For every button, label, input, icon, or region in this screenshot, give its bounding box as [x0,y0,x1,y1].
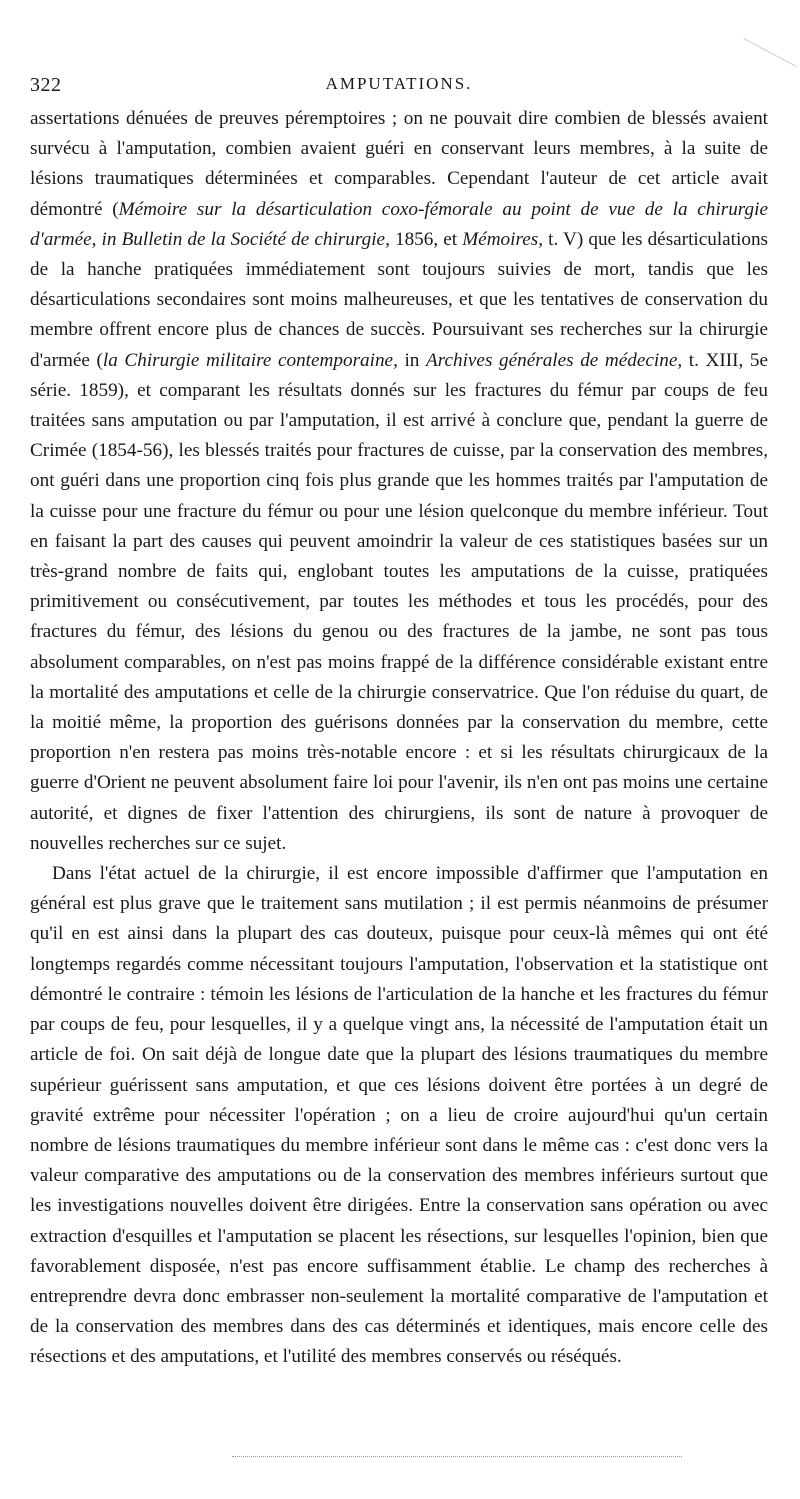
running-title: AMPUTATIONS. [325,74,473,93]
citation-chirurgie-militaire: la Chirurgie militaire contemporaine, [102,349,398,371]
citation-archives: Archives générales de médecine, [426,349,683,371]
paragraph-1-text-d: in [397,349,426,371]
paragraph-1-text-e: t. XIII, 5e série. 1859), et comparant les résultats donnés sur les fractures du fémur par coups de feu traitées sans amputation ou par l'amputation, il est arrivé à conclure que, pendant la guerre de Crimée (1854-56), les blessés traités pour fractures de cuisse, par la conservation des membres, ont guéri dans une proportion cinq fois plus grande que les hommes traités par l'amputation de la cuisse pour une fracture du fémur ou pour une lésion quelconque du membre inférieur. Tout en faisant la part des causes qui peuvent amoindrir la valeur de ces statistiques basées sur un très-grand nombre de faits qui, englobant toutes les amputations de la cuisse, pratiquées primitivement ou consécutivement, par toutes les méthodes et tous les procédés, pour des fractures du fémur, des lésions du genou ou des fractures de la jambe, ne sont pas tous absolument comparables, on n'est pas moins frappé de la différence considérable existant entre la mortalité des amputations et celle de la chirurgie conservatrice. Que l'on réduise du quart, de la moitié même, la proportion des guérisons données par la conservation du membre, cette proportion n'en restera pas moins très-notable encore : et si les résultats chirurgicaux de la guerre d'Orient ne peuvent absolument faire loi pour l'avenir, ils n'en ont pas moins une certaine autorité, et dignes de fixer l'attention des chirurgiens, ils sont de nature à provoquer de nouvelles recherches sur ce sujet. [30,349,769,854]
book-page [30,70,768,1373]
page-header [30,70,768,104]
page-number: 322 [30,74,62,96]
paragraph-1 [30,104,768,859]
paragraph-1-text-a: assertations dénuées de preuves péremptoires ; on ne pouvait dire combien de blessés avaient survécu à l'amputation, combien avaient guéri en conservant leurs membres, à la suite de lésions traumatiques déterminées et comparables. Cependant l'auteur de cet article avait démontré ( [30,108,768,220]
body-text [30,104,768,1373]
paragraph-1-text-c: t. V) que les désarticulations de la hanche pratiquées immédiatement sont toujours suivies de mort, tandis que les désarticulations secondaires sont moins malheureuses, et que les tentatives de conservation du membre offrent encore plus de chances de succès. Poursuivant ses recherches sur la chirurgie d'armée ( [30,228,769,371]
paragraph-2: Dans l'état actuel de la chirurgie, il est encore impossible d'affirmer que l'amputation en général est plus grave que le traitement sans mutilation ; il est permis néanmoins de présumer qu'il en est ainsi dans la plupart des cas douteux, puisque pour ceux-là mêmes qui ont été longtemps regardés comme nécessitant toujours l'amputation, l'observation et la statistique ont démontré le contraire : témoin les lésions de l'articulation de la hanche et les fractures du fémur par coups de feu, pour lesquelles, il y a quelque vingt ans, la nécessité de l'amputation était un article de foi. On sait déjà de longue date que la plupart des lésions traumatiques du membre supérieur guérissent sans amputation, et que ces lésions doivent être portées à un degré de gravité extrême pour nécessiter l'opération ; on a lieu de croire aujourd'hui qu'un certain nombre de lésions traumatiques du membre inférieur sont dans le même cas : c'est donc vers la valeur comparative des amputations ou de la conservation des membres inférieurs surtout que les investigations nouvelles doivent être dirigées. Entre la conservation sans opération ou avec extraction d'esquilles et l'amputation se placent les résections, sur lesquelles l'opinion, bien que favorablement disposée, n'est pas encore suffisamment établie. Le champ des recherches à entreprendre devra donc embrasser non-seulement la mortalité comparative de l'amputation et de la conservation des membres dans des cas déterminés et identiques, mais encore celle des résections et des amputations, et l'utilité des membres conservés ou réséqués. [30,863,768,1368]
scan-corner-mark [743,38,796,67]
citation-memoire: Mémoire sur la désarticulation coxo-fémorale au point de vue de la chirurgie d'armée, in Bulletin de la Société de chirurgie, [30,198,768,250]
citation-memoires: Mémoires, [462,228,544,250]
paragraph-1-text-b: 1856, et [389,228,463,250]
footer-rule [232,1456,682,1457]
